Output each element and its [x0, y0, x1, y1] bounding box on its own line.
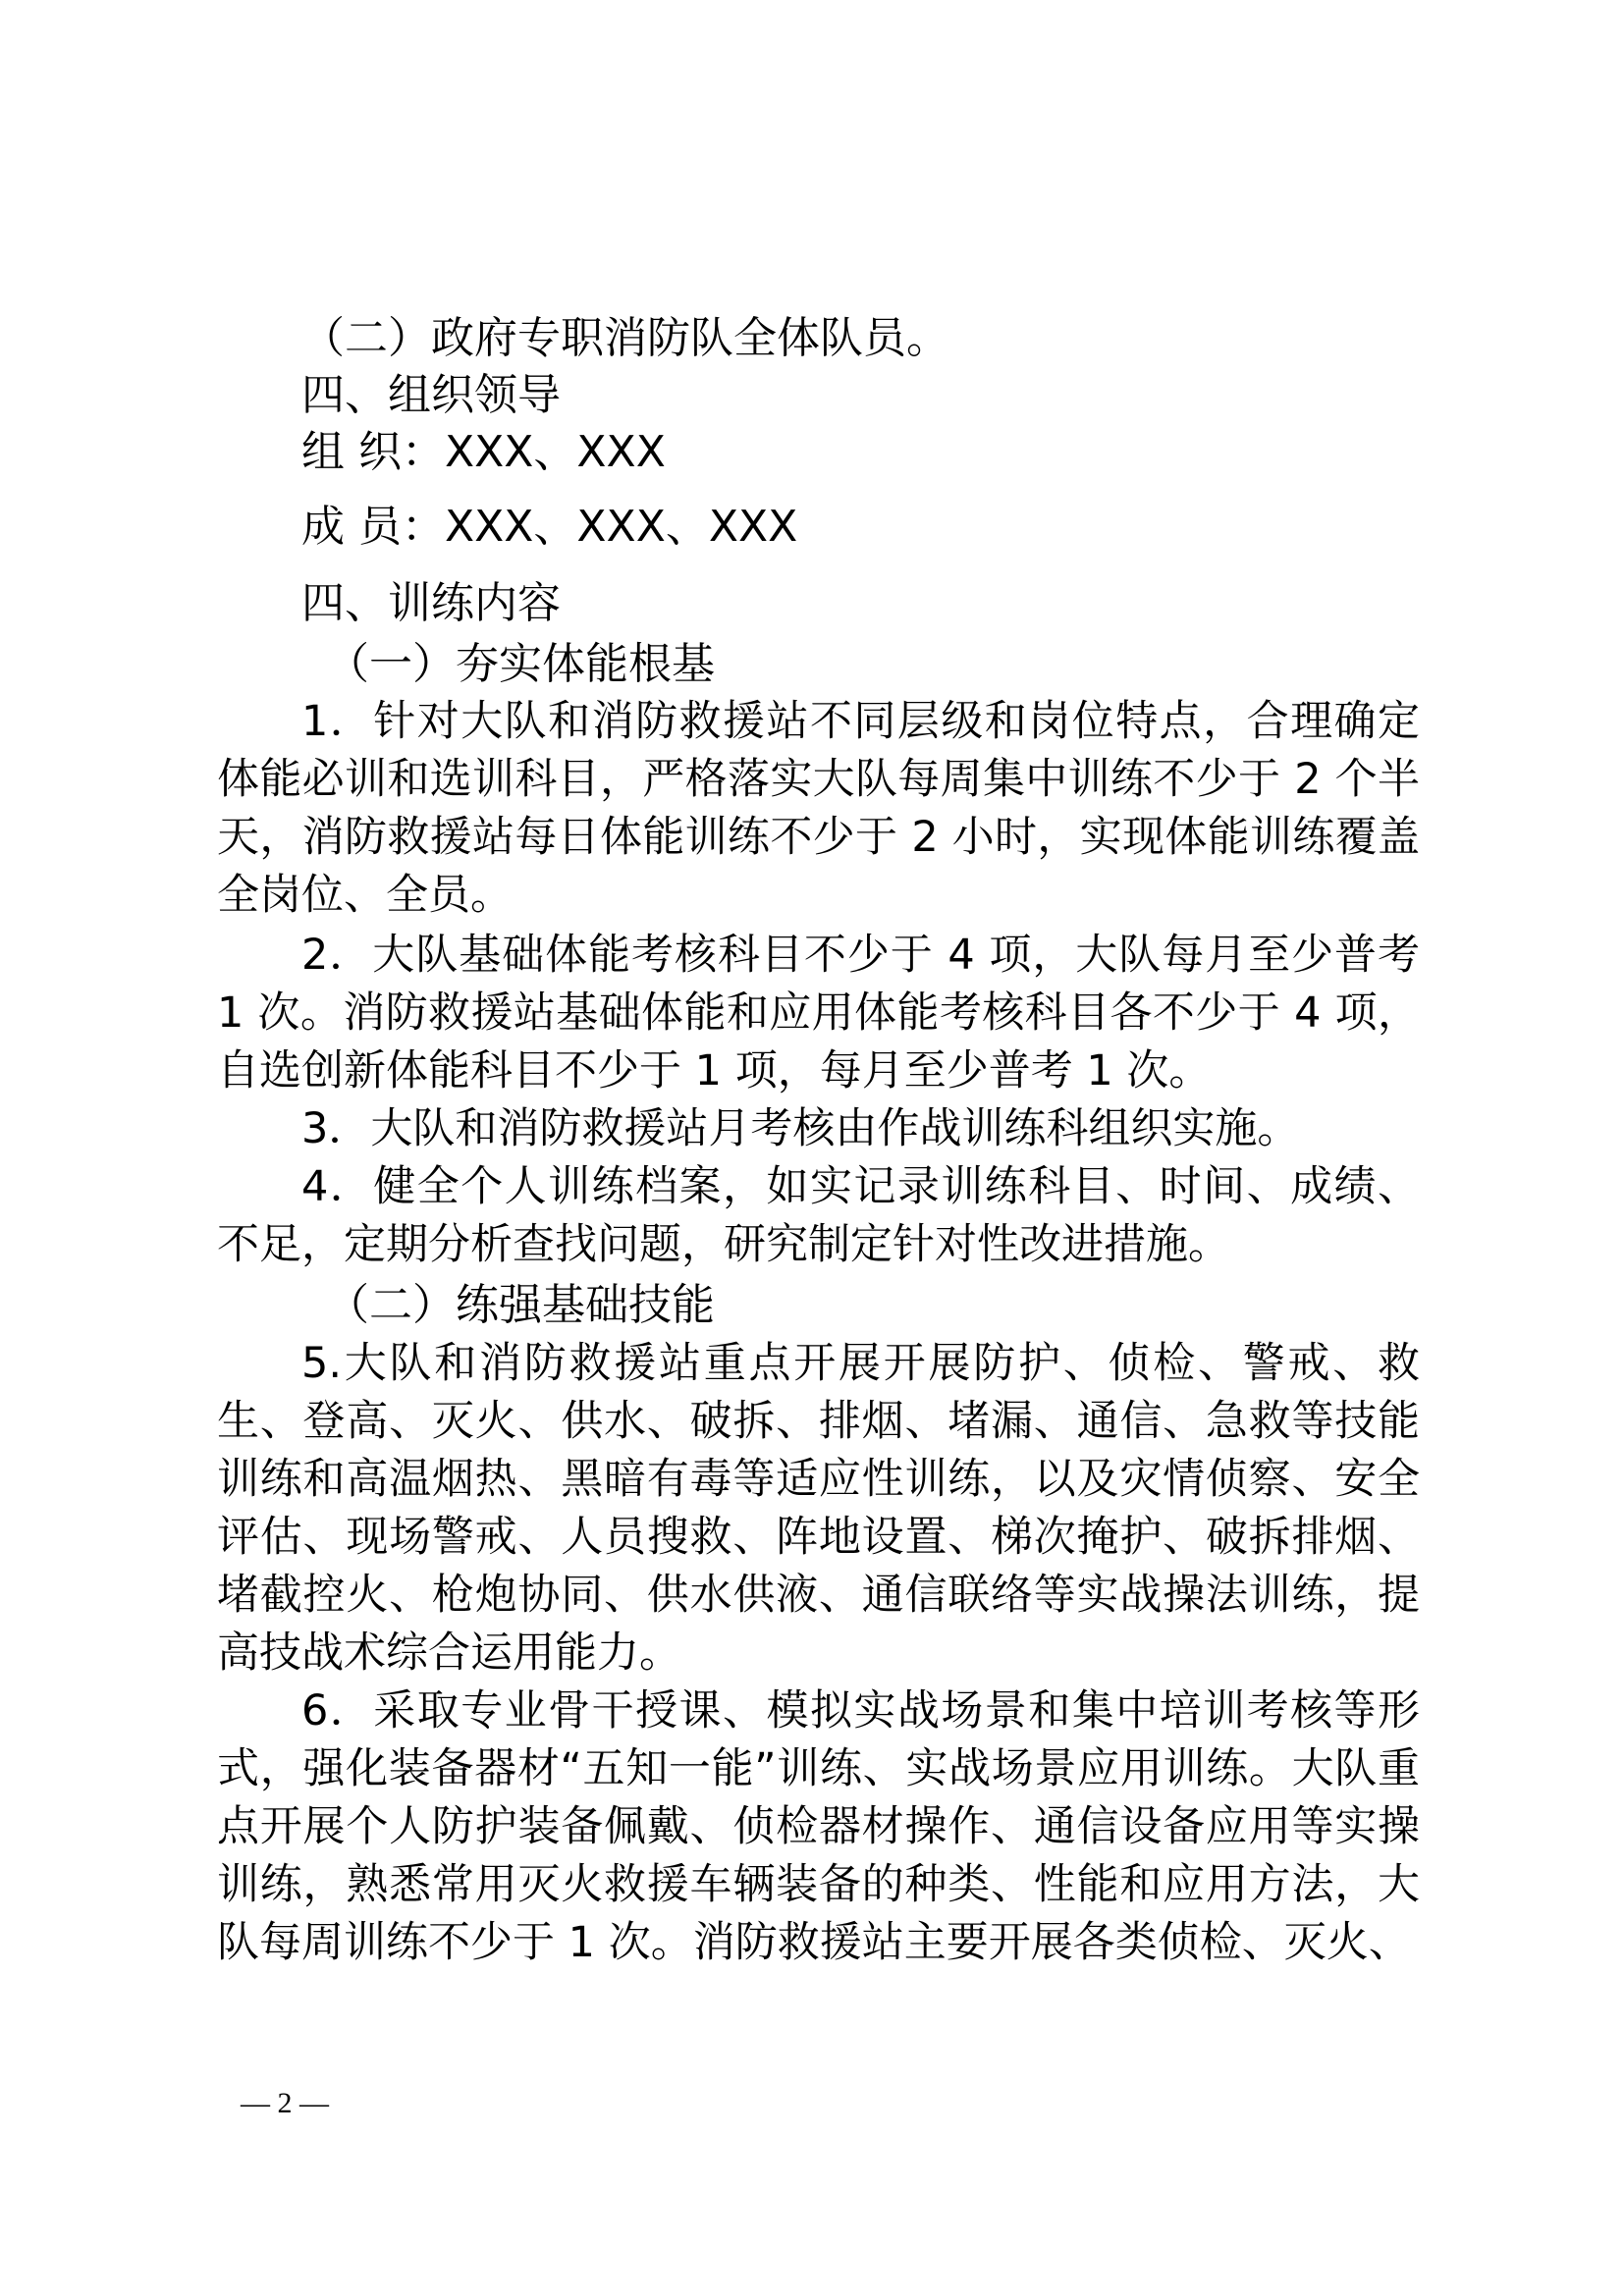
paragraph-5: 5.大队和消防救援站重点开展开展防护、侦检、警戒、救生、登高、灭火、供水、破拆、排烟、堵漏、通信、急救等技能训练和高温烟热、黑暗有毒等适应性训练，以及灾情侦察、安全评估、现场警戒、人员搜救、阵地设置、梯次掩护、破拆排烟、堵截控火、枪炮协同、供水供液、通信联络等实战操法训练，提高技战术综合运用能力。 — [217, 1339, 1420, 1678]
paragraph-4: 4．健全个人训练档案，如实记录训练科目、时间、成绩、不足，定期分析查找问题，研究制定针对性改进措施。 — [217, 1162, 1420, 1269]
paragraph-1: 1．针对大队和消防救援站不同层级和岗位特点，合理确定体能必训和选训科目，严格落实大队每周集中训练不少于 2 个半天，消防救援站每日体能训练不少于 2 小时，实现体能训练覆盖全岗位、全员。 — [217, 697, 1420, 920]
paragraph-3: 3．大队和消防救援站月考核由作战训练科组织实施。 — [301, 1104, 1300, 1153]
paragraph-6: 6．采取专业骨干授课、模拟实战场景和集中培训考核等形式，强化装备器材“五知一能”训练、实战场景应用训练。大队重点开展个人防护装备佩戴、侦检器材操作、通信设备应用等实操训练，熟悉常用灭火救援车辆装备的种类、性能和应用方法，大队每周训练不少于 1 次。消防救援站主要开展各类侦检、灭火、 — [217, 1686, 1420, 1967]
heading-organization: 四、组织领导 — [301, 370, 561, 420]
paragraph-2: 2．大队基础体能考核科目不少于 4 项，大队每月至少普考 1 次。消防救援站基础体能和应用体能考核科目各不少于 4 项，自选创新体能科目不少于 1 项，每月至少普考 1 次。 — [217, 931, 1420, 1095]
subheading-physical: （一）夯实体能根基 — [326, 639, 715, 689]
subheading-skills: （二）练强基础技能 — [326, 1280, 715, 1330]
organizer-line: 组 织：XXX、XXX — [301, 427, 666, 477]
heading-training-content: 四、训练内容 — [301, 578, 561, 628]
scope-item-2: （二）政府专职消防队全体队员。 — [301, 313, 949, 363]
members-line: 成 员：XXX、XXX、XXX — [301, 502, 798, 552]
page-number: — 2 — — [241, 2087, 329, 2119]
